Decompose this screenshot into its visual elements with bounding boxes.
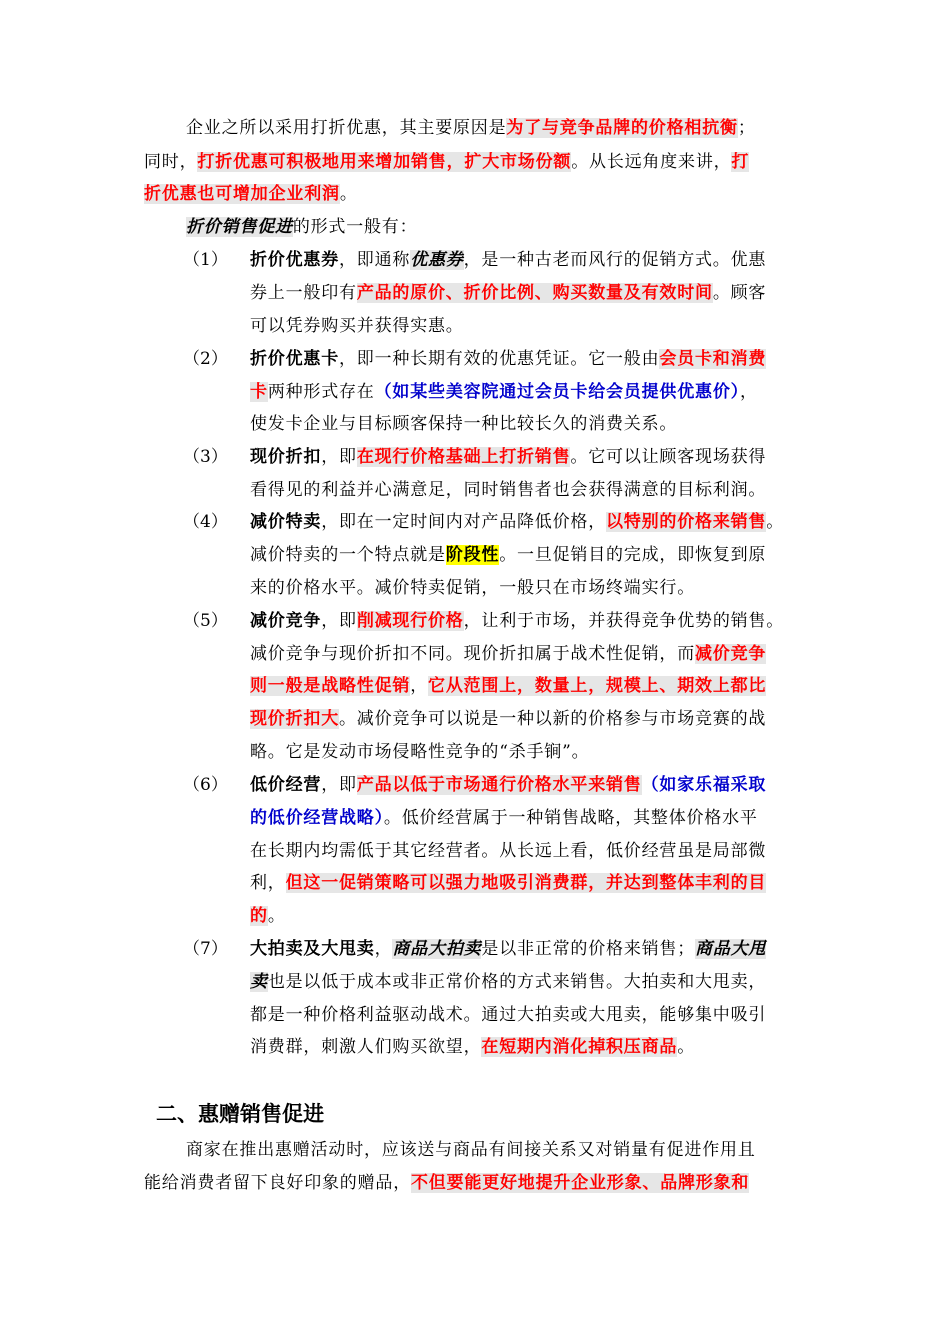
text: ，即一种长期有效的优惠凭证。它一般由 [339, 349, 660, 369]
term-italic: 折价销售促进 [186, 217, 293, 237]
item-title: 大拍卖及大甩卖 [250, 939, 375, 959]
highlight-red: 削减现行价格 [356, 611, 464, 631]
text: 可以凭券购买并获得实惠。 [250, 316, 464, 336]
item-1-line-3 [250, 314, 464, 338]
text: ，即通称 [339, 250, 411, 270]
item-title: 减价竞争 [250, 611, 322, 631]
intro-text: 的形式一般有： [292, 217, 418, 237]
highlight-red: 打 [731, 152, 750, 172]
item-5-line-1 [250, 609, 784, 633]
item-5-line-4 [250, 707, 766, 731]
text: 也是以低于成本或非正常价格的方式来销售。大拍卖和大甩卖， [267, 972, 767, 992]
highlight-red: 产品的原价、折价比例、购买数量及有效时间 [356, 283, 713, 303]
term-italic: 商品大甩 [695, 939, 767, 959]
text: ，即 [321, 611, 357, 631]
text: 。一旦促销目的完成，即恢复到原 [499, 545, 767, 565]
term-italic: 优惠券 [410, 250, 464, 270]
item-4-line-3 [250, 576, 695, 600]
highlight-red: 不但要能更好地提升企业形象、品牌形象和 [411, 1173, 750, 1193]
item-number: （7） [183, 939, 228, 959]
section2-line-2 [144, 1171, 749, 1195]
text: 是以非正常的价格来销售； [481, 939, 696, 959]
punctuation: ； [737, 118, 756, 138]
text: 。顾客 [712, 283, 767, 303]
item-title: 减价特卖 [250, 512, 322, 532]
text: ，即 [321, 447, 357, 467]
highlight-red: 在现行价格基础上打折销售 [356, 447, 571, 467]
item-title: 低价经营 [250, 775, 322, 795]
intro-text: 企业之所以采用打折优惠，其主要原因是 [186, 118, 507, 138]
section-heading: 二、惠赠销售促进 [156, 1101, 324, 1126]
item-5-line-3 [250, 674, 766, 698]
item-1-line-1 [250, 248, 766, 272]
text: 在长期内均需低于其它经营者。从长远上看，低价经营虽是局部微 [250, 841, 767, 861]
highlight-red: 以特别的价格来销售 [606, 512, 767, 532]
text: 两种形式存在 [267, 382, 375, 402]
term-italic: 卖 [250, 972, 268, 992]
highlight-red: 的 [250, 906, 268, 926]
text: 。 [267, 906, 286, 926]
item-6-line-5 [250, 904, 286, 928]
text: ，让利于市场，并获得竞争优势的销售。 [463, 611, 785, 631]
item-number: （3） [183, 447, 228, 467]
text: 。它可以让顾客现场获得 [570, 447, 767, 467]
item-5-line-2 [250, 642, 766, 666]
item-title: 折价优惠券 [250, 250, 339, 270]
item-6-line-3 [250, 839, 766, 863]
text: 看得见的利益并心满意足，同时销售者也会获得满意的目标利润。 [250, 480, 767, 500]
item-6-line-2 [250, 806, 758, 830]
highlight-red: 但这一促销策略可以强力地吸引消费群，并达到整体丰利的目 [285, 873, 767, 893]
highlight-red: 打折优惠可积极地用来增加销售，扩大市场份额 [197, 152, 572, 172]
text: 商家在推出惠赠活动时，应该送与商品有间接关系又对销量有促进作用且 [186, 1140, 756, 1160]
text: 都是一种价格利益驱动战术。通过大拍卖或大甩卖，能够集中吸引 [250, 1005, 767, 1025]
text: ， [739, 382, 758, 402]
text: ，是一种古老而风行的促销方式。优惠 [463, 250, 767, 270]
highlight-blue: （如家乐福采取 [641, 775, 767, 795]
item-1-line-2 [250, 281, 766, 305]
item-title: 折价优惠卡 [250, 349, 339, 369]
item-2-line-3 [250, 412, 677, 436]
item-7-line-2 [250, 970, 766, 994]
text: ， [374, 939, 393, 959]
item-7-line-1 [250, 937, 766, 961]
item-3-line-1 [250, 445, 766, 469]
text: 。低价经营属于一种销售战略，其整体价格水平 [383, 808, 758, 828]
item-6-line-1 [250, 773, 766, 797]
text: ，即 [321, 775, 357, 795]
highlight-red: 则一般是战略性促销 [250, 676, 411, 696]
item-number: （2） [183, 349, 228, 369]
intro-line-4 [186, 215, 417, 239]
text: ， [410, 676, 429, 696]
section2-line-1 [186, 1138, 756, 1162]
text: 略。它是发动市场侵略性竞争的“杀手锏”。 [250, 742, 590, 762]
item-2-line-1 [250, 347, 766, 371]
text: 减价特卖的一个特点就是 [250, 545, 446, 565]
highlight-red: 卡 [250, 382, 268, 402]
item-5-line-5 [250, 740, 589, 764]
highlight-red: 它从范围上，数量上，规模上、期效上都比 [428, 676, 767, 696]
text: ，即在一定时间内对产品降低价格， [321, 512, 607, 532]
highlight-red: 现价折扣大 [250, 709, 339, 729]
text: 。 [677, 1037, 696, 1057]
highlight-yellow: 阶段性 [445, 545, 500, 565]
item-number: （5） [183, 611, 228, 631]
text: 减价竞争与现价折扣不同。现价折扣属于战术性促销，而 [250, 644, 695, 664]
highlight-red: 产品以低于市场通行价格水平来销售 [356, 775, 642, 795]
text: 能给消费者留下良好印象的赠品， [144, 1173, 411, 1193]
item-7-line-3 [250, 1003, 766, 1027]
highlight-red: 为了与竞争品牌的价格相抗衡 [506, 118, 738, 138]
intro-text: 同时， [144, 152, 198, 172]
item-number: （4） [183, 512, 228, 532]
item-4-line-2 [250, 543, 766, 567]
intro-text: 。从长远角度来讲， [571, 152, 732, 172]
item-number: （1） [183, 250, 228, 270]
text: 消费群，刺激人们购买欲望， [250, 1037, 482, 1057]
item-7-line-4 [250, 1035, 695, 1059]
highlight-red: 会员卡和消费 [659, 349, 767, 369]
highlight-red: 在短期内消化掉积压商品 [481, 1037, 678, 1057]
intro-line-3 [144, 182, 358, 206]
text: 使发卡企业与目标顾客保持一种比较长久的消费关系。 [250, 414, 678, 434]
text: 。 [766, 512, 785, 532]
term-italic: 商品大拍卖 [392, 939, 482, 959]
item-2-line-2 [250, 380, 758, 404]
intro-line-2 [144, 150, 749, 174]
item-4-line-1 [250, 510, 784, 534]
item-6-line-4 [250, 871, 766, 895]
text: 券上一般印有 [250, 283, 357, 303]
item-title: 现价折扣 [250, 447, 322, 467]
text: 来的价格水平。减价特卖促销，一般只在市场终端实行。 [250, 578, 695, 598]
text: 。减价竞争可以说是一种以新的价格参与市场竞赛的战 [339, 709, 767, 729]
text: 利， [250, 873, 286, 893]
punctuation: 。 [339, 184, 358, 204]
item-number: （6） [183, 775, 228, 795]
highlight-blue: 的低价经营战略） [250, 808, 384, 828]
item-3-line-2 [250, 478, 766, 502]
highlight-red: 折优惠也可增加企业利润 [144, 184, 340, 204]
intro-line-1 [186, 116, 756, 140]
highlight-red: 减价竞争 [695, 644, 767, 664]
highlight-blue: （如某些美容院通过会员卡给会员提供优惠价） [374, 382, 740, 402]
